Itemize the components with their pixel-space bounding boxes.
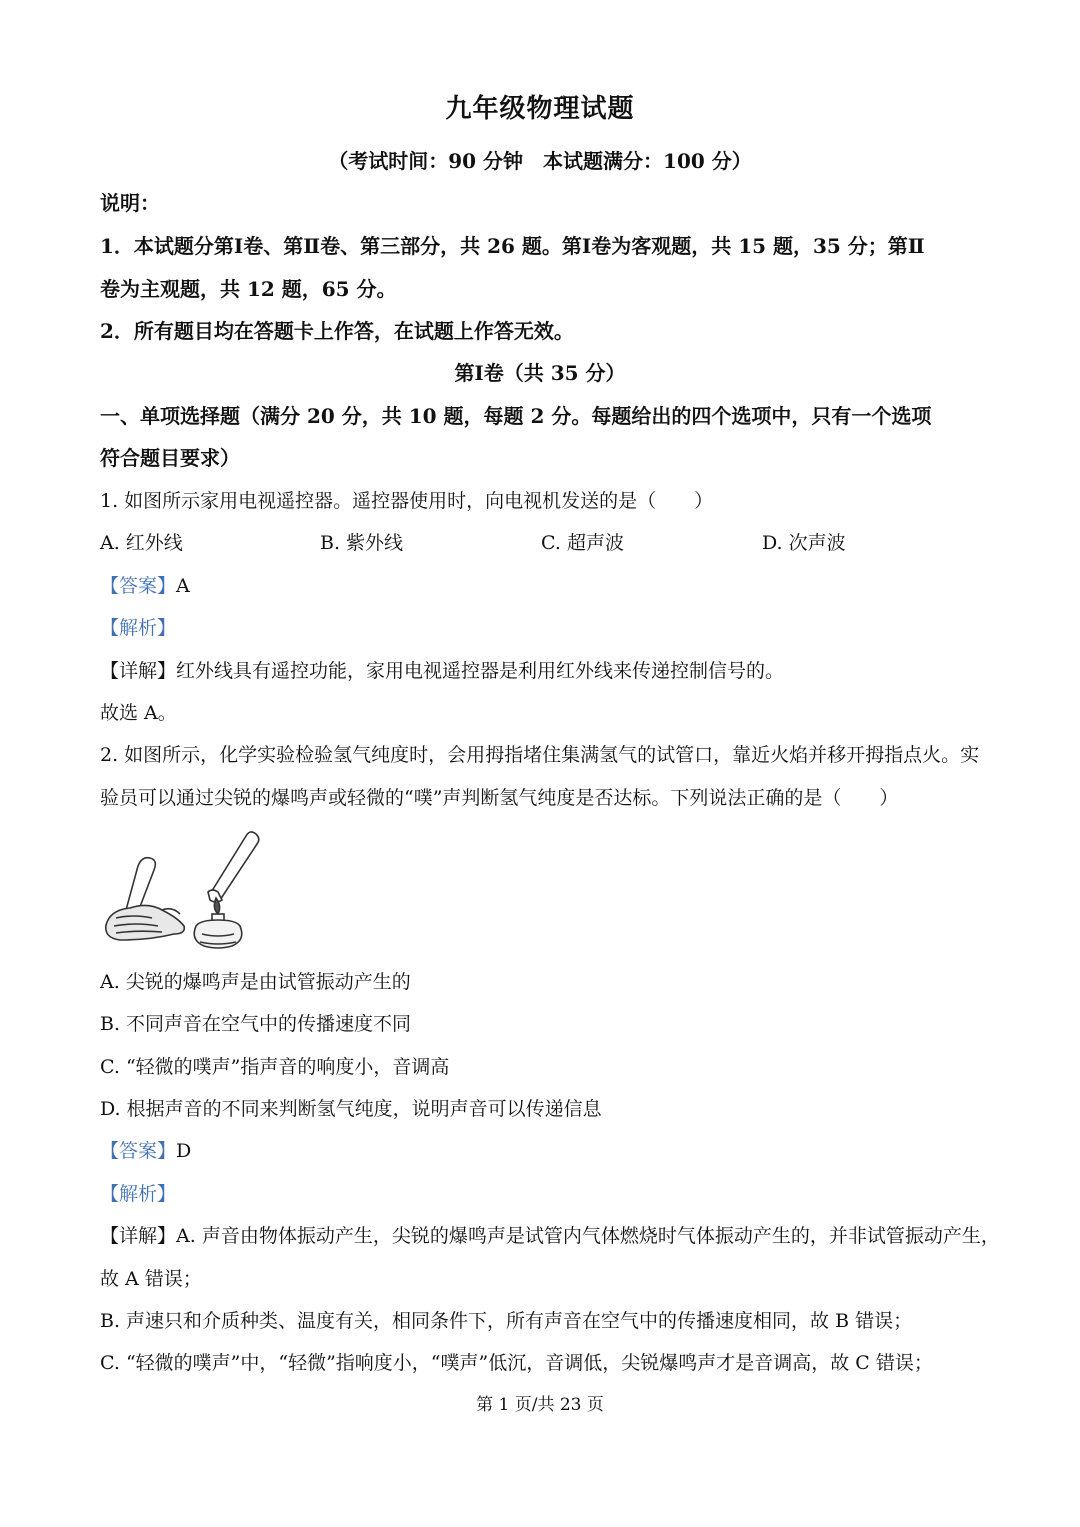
q2-option-c: C. “轻微的噗声”指声音的响度小，音调高 — [100, 1056, 450, 1078]
note-1b: 卷为主观题，共 12 题，65 分。 — [100, 277, 397, 301]
tube-over-flame-icon — [208, 832, 259, 902]
q2-detail-d: C. “轻微的噗声”中，“轻微”指响度小，“噗声”低沉，音调低，尖锐爆鸣声才是音调高，故 C 错误； — [100, 1352, 933, 1374]
answer-tag: 【答案】 — [100, 575, 177, 597]
q2-option-a: A. 尖锐的爆鸣声是由试管振动产生的 — [100, 971, 411, 993]
q2-option-b: B. 不同声音在空气中的传播速度不同 — [100, 1013, 412, 1035]
page-footer: 第 1 页/共 23 页 — [476, 1395, 604, 1415]
detail-tag: 【详解】 — [100, 660, 177, 682]
q1-option-c: C. 超声波 — [541, 532, 624, 554]
q1-conclusion: 故选 A。 — [100, 702, 177, 724]
q2-option-d: D. 根据声音的不同来判断氢气纯度，说明声音可以传递信息 — [100, 1098, 602, 1120]
q2-stem-a: 2. 如图所示，化学实验检验氢气纯度时，会用拇指堵住集满氢气的试管口，靠近火焰并移开拇指点火。实 — [100, 744, 980, 766]
answer-tag: 【答案】 — [100, 1140, 177, 1162]
section-title: 第Ⅰ卷（共 35 分） — [454, 361, 626, 385]
detail-tag: 【详解】 — [100, 1225, 177, 1247]
test-tube-flame-figure — [100, 830, 270, 955]
q1-stem: 1. 如图所示家用电视遥控器。遥控器使用时，向电视机发送的是（ ） — [100, 490, 714, 512]
section-heading-b: 符合题目要求） — [100, 446, 240, 470]
tube-with-thumb-icon — [106, 858, 185, 940]
q2-detail-a — [100, 1223, 1000, 1249]
q1-detail — [100, 658, 784, 684]
q2-stem-b: 验员可以通过尖锐的爆鸣声或轻微的“噗”声判断氢气纯度是否达标。下列说法正确的是（ ） — [100, 787, 899, 809]
q1-answer — [100, 573, 190, 599]
q1-answer-value: A — [176, 575, 190, 597]
q2-answer — [100, 1138, 191, 1164]
exam-info: （考试时间：90 分钟 本试题满分：100 分） — [328, 149, 752, 173]
q2-detail-c: B. 声速只和介质种类、温度有关，相同条件下，所有声音在空气中的传播速度相同，故 B 错误； — [100, 1310, 913, 1332]
alcohol-lamp-icon — [194, 898, 242, 948]
q1-option-d: D. 次声波 — [762, 532, 846, 554]
q1-detail-text: 红外线具有遥控功能，家用电视遥控器是利用红外线来传递控制信号的。 — [176, 660, 785, 682]
q1-option-b: B. 紫外线 — [320, 532, 404, 554]
note-2: 2．所有题目均在答题卡上作答，在试题上作答无效。 — [100, 319, 574, 343]
notes-label: 说明： — [100, 191, 160, 215]
page-title: 九年级物理试题 — [445, 94, 635, 124]
q2-analysis-tag: 【解析】 — [100, 1183, 177, 1205]
q2-detail-b: 故 A 错误； — [100, 1268, 202, 1290]
q2-answer-value: D — [176, 1140, 192, 1162]
section-heading-a: 一、单项选择题（满分 20 分，共 10 题，每题 2 分。每题给出的四个选项中，只有一个选项 — [100, 404, 932, 428]
q1-option-a: A. 红外线 — [100, 532, 183, 554]
note-1a: 1．本试题分第Ⅰ卷、第Ⅱ卷、第三部分，共 26 题。第Ⅰ卷为客观题，共 15 题，35 分；第Ⅱ — [100, 234, 925, 258]
q1-analysis-tag: 【解析】 — [100, 617, 177, 639]
q2-detail-a-text: A. 声音由物体振动产生，尖锐的爆鸣声是试管内气体燃烧时气体振动产生的，并非试管振动产生， — [176, 1225, 1000, 1247]
